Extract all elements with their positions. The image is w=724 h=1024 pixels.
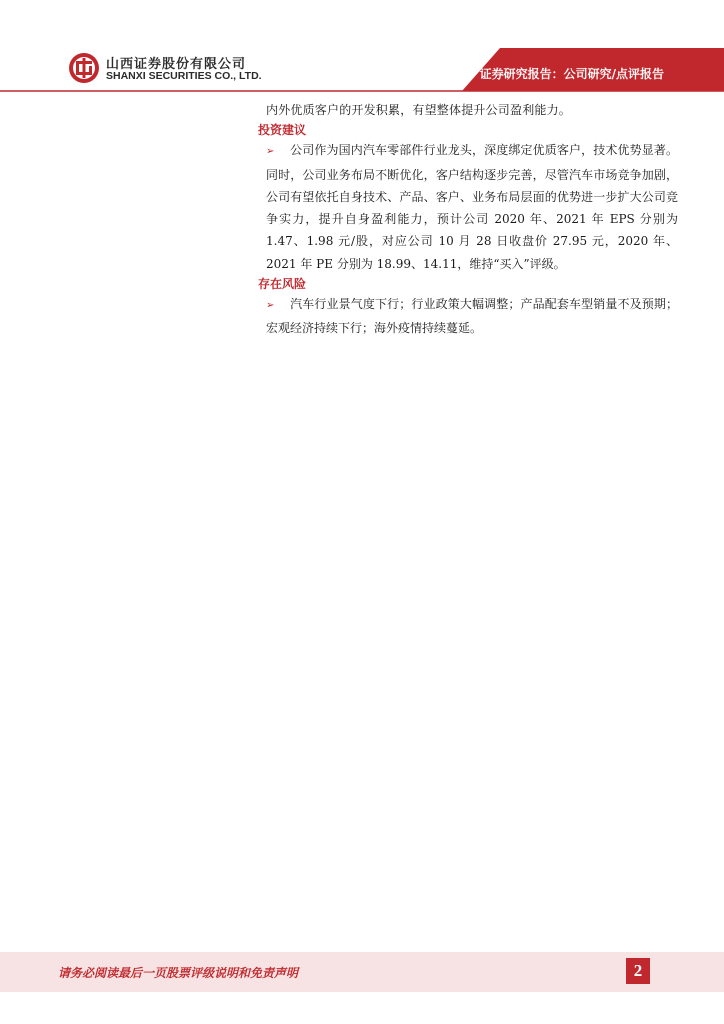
bullet-arrow-icon: ➢	[266, 300, 275, 312]
page-header	[0, 0, 724, 100]
shanxi-securities-logo-icon	[68, 52, 100, 84]
section-title-risks: 存在风险	[258, 277, 307, 292]
continuation-paragraph: 内外优质客户的开发积累，有望整体提升公司盈利能力。	[266, 103, 572, 117]
section-title-investment-advice: 投资建议	[258, 123, 307, 138]
company-name-cn: 山西证券股份有限公司	[106, 57, 247, 72]
risk-paragraph	[258, 293, 678, 340]
investment-advice-text: 公司作为国内汽车零部件行业龙头，深度绑定优质客户，技术优势显著。同时，公司业务布局不断优化，客户结构逐步完善，尽管汽车市场竞争加剧，公司有望依托自身技术、产品、客户、业务布局层面的优势进一步扩大公司竞争实力，提升自身盈利能力，预计公司 2020 年、2021 年 EPS 分别为 1.47、1.98 元/股，对应公司 10 月 28 日收盘价 27.95 元，2020 年、2021 年 PE 分别为 18.99、14.11，维持“买入”评级。	[266, 143, 678, 271]
risk-text: 汽车行业景气度下行；行业政策大幅调整；产品配套车型销量不及预期；宏观经济持续下行；海外疫情持续蔓延。	[266, 297, 678, 336]
report-category: 证券研究报告：公司研究/点评报告	[479, 67, 664, 81]
page-footer	[0, 952, 724, 992]
investment-advice-paragraph	[258, 139, 678, 275]
report-body	[258, 99, 678, 340]
bullet-arrow-icon: ➢	[266, 146, 275, 158]
company-name-en: SHANXI SECURITIES CO., LTD.	[106, 70, 262, 82]
disclaimer-notice: 请务必阅读最后一页股票评级说明和免责声明	[58, 966, 299, 980]
page-number: 2	[626, 958, 650, 984]
